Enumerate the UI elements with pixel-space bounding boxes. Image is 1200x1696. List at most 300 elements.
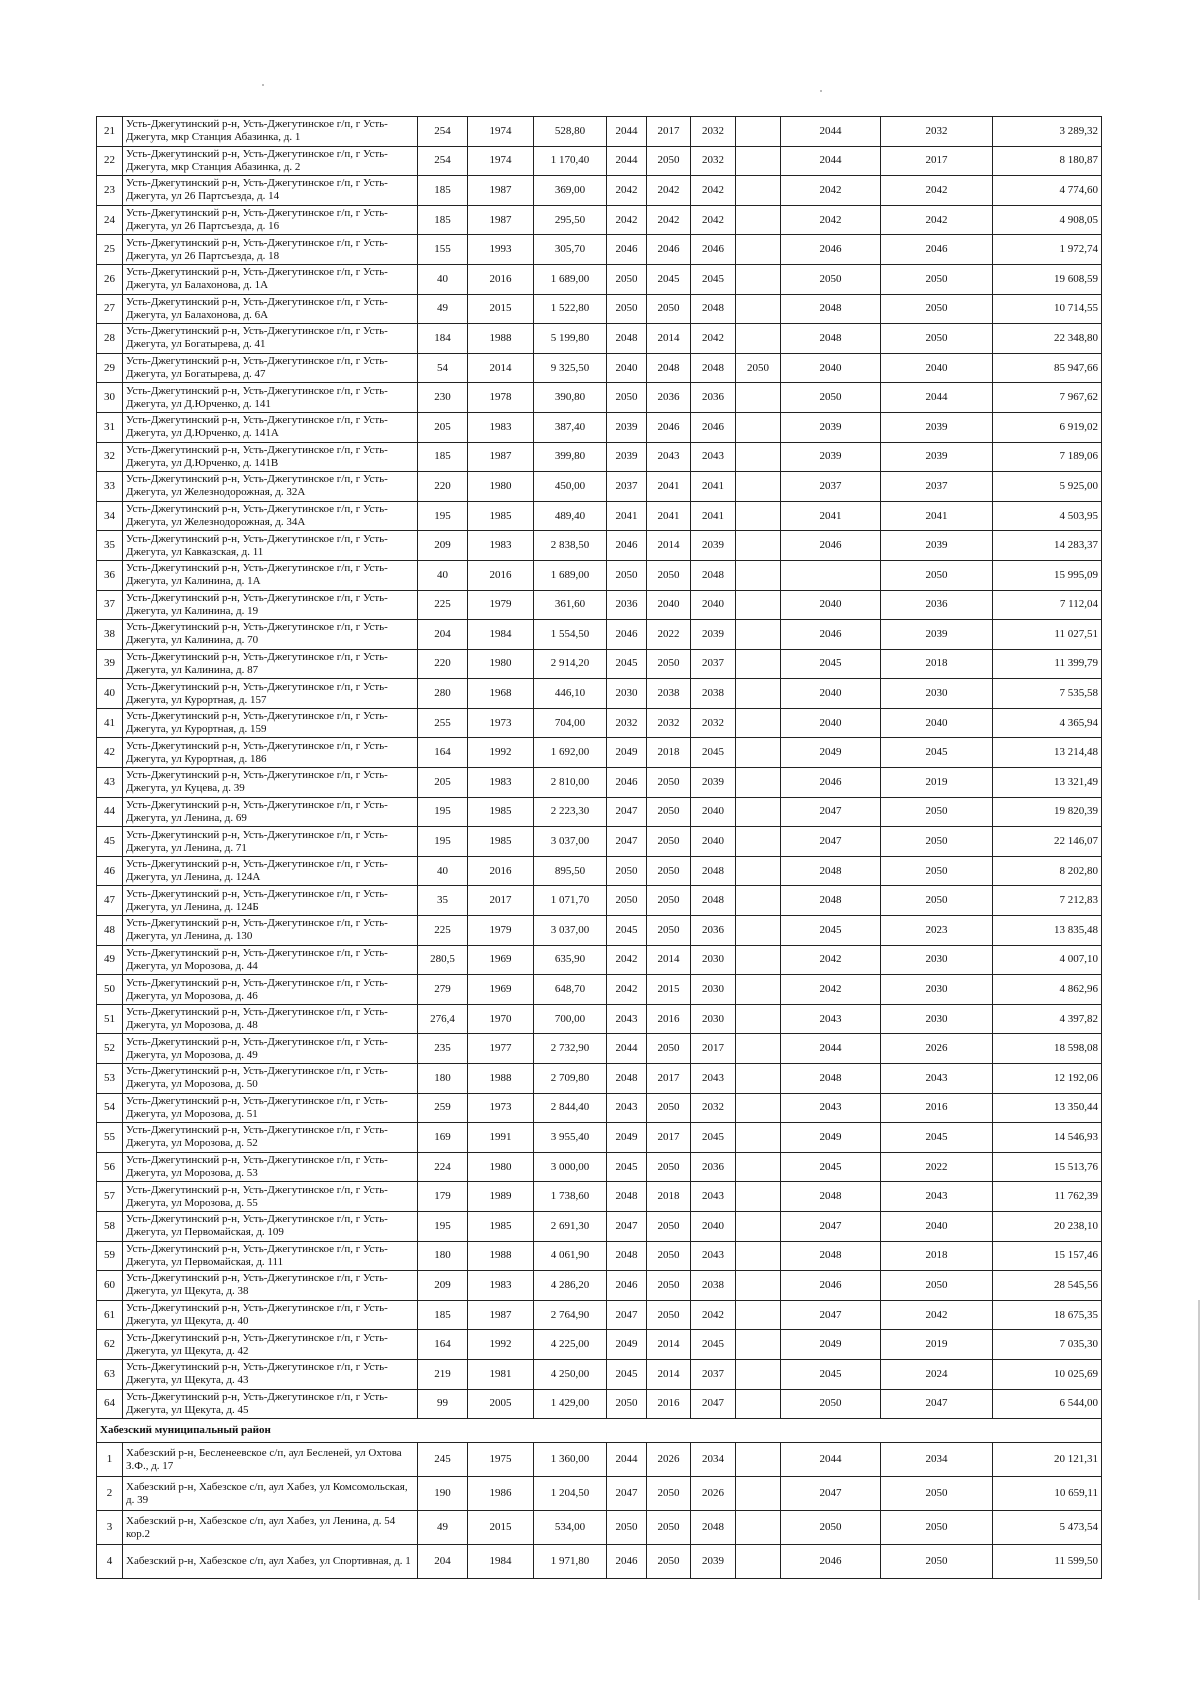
table-row bbox=[97, 531, 1102, 561]
address-cell: Усть-Джегутинский р-н, Усть-Джегутинское г/п, г Усть-Джегута, ул Ленина, д. 71 bbox=[123, 827, 418, 857]
amount-cell: 13 350,44 bbox=[993, 1093, 1102, 1123]
cell bbox=[736, 1123, 781, 1153]
address-cell: Усть-Джегутинский р-н, Усть-Джегутинское г/п, г Усть-Джегута, ул Морозова, д. 49 bbox=[123, 1034, 418, 1064]
amount-cell: 7 967,62 bbox=[993, 383, 1102, 413]
amount-cell: 20 121,31 bbox=[993, 1443, 1102, 1477]
cell: 2030 bbox=[881, 1004, 993, 1034]
cell: 40 bbox=[418, 856, 468, 886]
cell: 2026 bbox=[691, 1477, 736, 1511]
table-row bbox=[97, 412, 1102, 442]
cell: 1987 bbox=[468, 442, 534, 472]
cell: 446,10 bbox=[534, 679, 607, 709]
cell bbox=[736, 1545, 781, 1579]
cell: 2040 bbox=[691, 827, 736, 857]
row-number: 21 bbox=[97, 117, 123, 147]
cell bbox=[736, 146, 781, 176]
cell: 2040 bbox=[881, 708, 993, 738]
cell: 2040 bbox=[691, 1211, 736, 1241]
table-row bbox=[97, 768, 1102, 798]
cell: 2040 bbox=[607, 353, 647, 383]
cell: 2038 bbox=[691, 1271, 736, 1301]
amount-cell: 13 321,49 bbox=[993, 768, 1102, 798]
cell: 1974 bbox=[468, 117, 534, 147]
address-cell: Усть-Джегутинский р-н, Усть-Джегутинское г/п, г Усть-Джегута, ул Балахонова, д. 6А bbox=[123, 294, 418, 324]
table-row bbox=[97, 501, 1102, 531]
table-row bbox=[97, 1034, 1102, 1064]
cell: 2048 bbox=[691, 1511, 736, 1545]
cell: 2049 bbox=[781, 1123, 881, 1153]
cell bbox=[736, 1182, 781, 1212]
cell: 2048 bbox=[781, 886, 881, 916]
amount-cell: 28 545,56 bbox=[993, 1271, 1102, 1301]
cell bbox=[736, 827, 781, 857]
cell bbox=[736, 708, 781, 738]
cell: 2050 bbox=[881, 264, 993, 294]
amount-cell: 10 659,11 bbox=[993, 1477, 1102, 1511]
cell: 2036 bbox=[691, 1152, 736, 1182]
cell: 2050 bbox=[647, 560, 691, 590]
cell: 2048 bbox=[691, 856, 736, 886]
row-number: 64 bbox=[97, 1389, 123, 1419]
amount-cell: 13 835,48 bbox=[993, 916, 1102, 946]
row-number: 24 bbox=[97, 205, 123, 235]
cell: 2039 bbox=[881, 620, 993, 650]
cell: 2047 bbox=[607, 827, 647, 857]
row-number: 27 bbox=[97, 294, 123, 324]
cell: 1985 bbox=[468, 501, 534, 531]
cell: 2045 bbox=[781, 916, 881, 946]
cell: 489,40 bbox=[534, 501, 607, 531]
cell: 2039 bbox=[781, 412, 881, 442]
cell bbox=[736, 738, 781, 768]
row-number: 51 bbox=[97, 1004, 123, 1034]
table-row bbox=[97, 886, 1102, 916]
address-cell: Усть-Джегутинский р-н, Усть-Джегутинское г/п, г Усть-Джегута, ул Ленина, д. 130 bbox=[123, 916, 418, 946]
cell: 2050 bbox=[881, 294, 993, 324]
cell: 2050 bbox=[647, 1300, 691, 1330]
address-cell: Усть-Джегутинский р-н, Усть-Джегутинское г/п, г Усть-Джегута, ул Морозова, д. 44 bbox=[123, 945, 418, 975]
table-row bbox=[97, 1359, 1102, 1389]
cell: 9 325,50 bbox=[534, 353, 607, 383]
cell: 2050 bbox=[647, 1152, 691, 1182]
cell: 2015 bbox=[468, 294, 534, 324]
cell: 2030 bbox=[881, 975, 993, 1005]
cell bbox=[736, 1271, 781, 1301]
cell: 2047 bbox=[781, 827, 881, 857]
cell: 2042 bbox=[691, 324, 736, 354]
cell: 895,50 bbox=[534, 856, 607, 886]
cell: 2042 bbox=[781, 176, 881, 206]
cell: 2032 bbox=[691, 146, 736, 176]
cell: 2016 bbox=[647, 1004, 691, 1034]
amount-cell: 6 544,00 bbox=[993, 1389, 1102, 1419]
amount-cell: 4 503,95 bbox=[993, 501, 1102, 531]
cell: 1989 bbox=[468, 1182, 534, 1212]
cell: 2047 bbox=[607, 1211, 647, 1241]
cell: 2038 bbox=[647, 679, 691, 709]
cell: 2045 bbox=[607, 1359, 647, 1389]
cell: 219 bbox=[418, 1359, 468, 1389]
cell: 2039 bbox=[691, 620, 736, 650]
amount-cell: 7 535,58 bbox=[993, 679, 1102, 709]
address-cell: Усть-Джегутинский р-н, Усть-Джегутинское г/п, г Усть-Джегута, ул Первомайская, д. 109 bbox=[123, 1211, 418, 1241]
amount-cell: 15 157,46 bbox=[993, 1241, 1102, 1271]
cell: 2050 bbox=[647, 1093, 691, 1123]
table-row bbox=[97, 945, 1102, 975]
cell: 99 bbox=[418, 1389, 468, 1419]
cell: 2040 bbox=[781, 708, 881, 738]
row-number: 28 bbox=[97, 324, 123, 354]
cell bbox=[736, 1152, 781, 1182]
cell: 2032 bbox=[691, 1093, 736, 1123]
row-number: 36 bbox=[97, 560, 123, 590]
amount-cell: 4 908,05 bbox=[993, 205, 1102, 235]
table-row bbox=[97, 442, 1102, 472]
cell: 2042 bbox=[881, 176, 993, 206]
address-cell: Усть-Джегутинский р-н, Усть-Джегутинское г/п, г Усть-Джегута, ул Железнодорожная, д. 32А bbox=[123, 472, 418, 502]
cell: 1974 bbox=[468, 146, 534, 176]
cell bbox=[736, 590, 781, 620]
cell: 2048 bbox=[691, 886, 736, 916]
cell: 1983 bbox=[468, 768, 534, 798]
row-number: 45 bbox=[97, 827, 123, 857]
cell: 2040 bbox=[691, 797, 736, 827]
cell: 1978 bbox=[468, 383, 534, 413]
table-row bbox=[97, 1271, 1102, 1301]
amount-cell: 22 348,80 bbox=[993, 324, 1102, 354]
cell: 2040 bbox=[881, 1211, 993, 1241]
cell: 2048 bbox=[607, 1182, 647, 1212]
cell bbox=[736, 1064, 781, 1094]
cell: 2048 bbox=[691, 353, 736, 383]
cell: 5 199,80 bbox=[534, 324, 607, 354]
cell: 2017 bbox=[647, 117, 691, 147]
cell: 254 bbox=[418, 117, 468, 147]
amount-cell: 3 289,32 bbox=[993, 117, 1102, 147]
address-cell: Усть-Джегутинский р-н, Усть-Джегутинское г/п, г Усть-Джегута, ул Щекута, д. 43 bbox=[123, 1359, 418, 1389]
cell: 220 bbox=[418, 649, 468, 679]
cell: 1983 bbox=[468, 1271, 534, 1301]
cell: 2043 bbox=[607, 1093, 647, 1123]
cell: 2041 bbox=[781, 501, 881, 531]
cell: 2046 bbox=[781, 1271, 881, 1301]
table-row bbox=[97, 146, 1102, 176]
cell: 2043 bbox=[691, 1064, 736, 1094]
amount-cell: 11 599,50 bbox=[993, 1545, 1102, 1579]
address-cell: Усть-Джегутинский р-н, Усть-Джегутинское г/п, г Усть-Джегута, ул Курортная, д. 159 bbox=[123, 708, 418, 738]
cell: 2050 bbox=[647, 1271, 691, 1301]
cell: 1984 bbox=[468, 620, 534, 650]
cell: 2050 bbox=[881, 797, 993, 827]
cell: 40 bbox=[418, 264, 468, 294]
cell: 1985 bbox=[468, 797, 534, 827]
cell: 2043 bbox=[691, 442, 736, 472]
cell: 2041 bbox=[881, 501, 993, 531]
cell: 2036 bbox=[647, 383, 691, 413]
amount-cell: 14 283,37 bbox=[993, 531, 1102, 561]
cell: 2050 bbox=[607, 294, 647, 324]
table-row bbox=[97, 1152, 1102, 1182]
cell bbox=[736, 412, 781, 442]
row-number: 56 bbox=[97, 1152, 123, 1182]
cell: 2030 bbox=[691, 1004, 736, 1034]
row-number: 62 bbox=[97, 1330, 123, 1360]
cell bbox=[736, 856, 781, 886]
cell: 204 bbox=[418, 620, 468, 650]
address-cell: Усть-Джегутинский р-н, Усть-Джегутинское г/п, г Усть-Джегута, ул Морозова, д. 48 bbox=[123, 1004, 418, 1034]
table-row bbox=[97, 679, 1102, 709]
row-number: 40 bbox=[97, 679, 123, 709]
cell: 2015 bbox=[647, 975, 691, 1005]
cell: 2050 bbox=[647, 768, 691, 798]
amount-cell: 19 608,59 bbox=[993, 264, 1102, 294]
cell: 2050 bbox=[647, 1211, 691, 1241]
cell: 185 bbox=[418, 1300, 468, 1330]
cell: 1981 bbox=[468, 1359, 534, 1389]
cell: 2050 bbox=[607, 560, 647, 590]
cell: 2047 bbox=[781, 1477, 881, 1511]
cell: 2050 bbox=[647, 294, 691, 324]
cell: 1986 bbox=[468, 1477, 534, 1511]
cell: 1993 bbox=[468, 235, 534, 265]
cell: 534,00 bbox=[534, 1511, 607, 1545]
cell: 1979 bbox=[468, 590, 534, 620]
table-row bbox=[97, 294, 1102, 324]
cell bbox=[736, 679, 781, 709]
cell: 2034 bbox=[881, 1443, 993, 1477]
address-cell: Усть-Джегутинский р-н, Усть-Джегутинское г/п, г Усть-Джегута, ул Морозова, д. 53 bbox=[123, 1152, 418, 1182]
cell: 1973 bbox=[468, 708, 534, 738]
amount-cell: 85 947,66 bbox=[993, 353, 1102, 383]
address-cell: Усть-Джегутинский р-н, Усть-Джегутинское г/п, г Усть-Джегута, ул Курортная, д. 186 bbox=[123, 738, 418, 768]
cell bbox=[736, 1093, 781, 1123]
amount-cell: 5 925,00 bbox=[993, 472, 1102, 502]
cell: 2040 bbox=[647, 590, 691, 620]
cell: 1975 bbox=[468, 1443, 534, 1477]
address-cell: Усть-Джегутинский р-н, Усть-Джегутинское г/п, г Усть-Джегута, ул Морозова, д. 51 bbox=[123, 1093, 418, 1123]
cell: 2046 bbox=[781, 768, 881, 798]
cell: 2048 bbox=[781, 1064, 881, 1094]
cell: 1985 bbox=[468, 827, 534, 857]
cell: 2043 bbox=[607, 1004, 647, 1034]
cell: 2 810,00 bbox=[534, 768, 607, 798]
cell: 2049 bbox=[607, 738, 647, 768]
row-number: 47 bbox=[97, 886, 123, 916]
cell: 2019 bbox=[881, 1330, 993, 1360]
cell bbox=[736, 117, 781, 147]
cell: 361,60 bbox=[534, 590, 607, 620]
cell: 1987 bbox=[468, 176, 534, 206]
row-number: 57 bbox=[97, 1182, 123, 1212]
address-cell: Усть-Джегутинский р-н, Усть-Джегутинское г/п, г Усть-Джегута, ул Ленина, д. 69 bbox=[123, 797, 418, 827]
cell: 209 bbox=[418, 531, 468, 561]
cell: 2046 bbox=[781, 235, 881, 265]
cell: 224 bbox=[418, 1152, 468, 1182]
scan-speck bbox=[820, 90, 822, 92]
amount-cell: 15 995,09 bbox=[993, 560, 1102, 590]
cell: 2049 bbox=[607, 1123, 647, 1153]
cell: 2014 bbox=[647, 531, 691, 561]
amount-cell: 4 397,82 bbox=[993, 1004, 1102, 1034]
cell: 1988 bbox=[468, 324, 534, 354]
cell: 2047 bbox=[781, 1300, 881, 1330]
address-cell: Усть-Джегутинский р-н, Усть-Джегутинское г/п, г Усть-Джегута, ул Щекута, д. 38 bbox=[123, 1271, 418, 1301]
cell bbox=[736, 945, 781, 975]
cell: 450,00 bbox=[534, 472, 607, 502]
cell: 2026 bbox=[647, 1443, 691, 1477]
cell: 245 bbox=[418, 1443, 468, 1477]
cell bbox=[736, 1477, 781, 1511]
cell: 700,00 bbox=[534, 1004, 607, 1034]
cell: 1 689,00 bbox=[534, 560, 607, 590]
cell: 280 bbox=[418, 679, 468, 709]
cell: 2 764,90 bbox=[534, 1300, 607, 1330]
table-row bbox=[97, 1004, 1102, 1034]
cell: 1969 bbox=[468, 975, 534, 1005]
cell bbox=[736, 205, 781, 235]
cell bbox=[736, 886, 781, 916]
cell: 2042 bbox=[781, 975, 881, 1005]
cell: 2016 bbox=[881, 1093, 993, 1123]
cell: 2045 bbox=[691, 1330, 736, 1360]
row-number: 38 bbox=[97, 620, 123, 650]
cell: 648,70 bbox=[534, 975, 607, 1005]
cell: 305,70 bbox=[534, 235, 607, 265]
cell: 390,80 bbox=[534, 383, 607, 413]
cell: 220 bbox=[418, 472, 468, 502]
cell: 2039 bbox=[607, 412, 647, 442]
address-cell: Усть-Джегутинский р-н, Усть-Джегутинское г/п, г Усть-Джегута, ул Морозова, д. 52 bbox=[123, 1123, 418, 1153]
cell: 2032 bbox=[691, 708, 736, 738]
cell: 2050 bbox=[607, 383, 647, 413]
amount-cell: 4 007,10 bbox=[993, 945, 1102, 975]
cell: 704,00 bbox=[534, 708, 607, 738]
amount-cell: 13 214,48 bbox=[993, 738, 1102, 768]
address-cell: Хабезский р-н, Бесленеевское с/п, аул Бесленей, ул Охтова З.Ф., д. 17 bbox=[123, 1443, 418, 1477]
cell: 2042 bbox=[881, 1300, 993, 1330]
row-number: 3 bbox=[97, 1511, 123, 1545]
address-cell: Усть-Джегутинский р-н, Усть-Джегутинское г/п, г Усть-Джегута, ул Д.Юрченко, д. 141А bbox=[123, 412, 418, 442]
amount-cell: 7 035,30 bbox=[993, 1330, 1102, 1360]
row-number: 50 bbox=[97, 975, 123, 1005]
row-number: 30 bbox=[97, 383, 123, 413]
cell: 2050 bbox=[647, 1545, 691, 1579]
row-number: 59 bbox=[97, 1241, 123, 1271]
cell: 4 061,90 bbox=[534, 1241, 607, 1271]
cell: 2030 bbox=[881, 945, 993, 975]
cell: 195 bbox=[418, 827, 468, 857]
cell: 1980 bbox=[468, 472, 534, 502]
cell: 164 bbox=[418, 738, 468, 768]
cell: 2045 bbox=[781, 1152, 881, 1182]
table-row bbox=[97, 383, 1102, 413]
cell: 1988 bbox=[468, 1064, 534, 1094]
cell: 2050 bbox=[781, 383, 881, 413]
cell: 2 691,30 bbox=[534, 1211, 607, 1241]
row-number: 55 bbox=[97, 1123, 123, 1153]
row-number: 35 bbox=[97, 531, 123, 561]
cell: 635,90 bbox=[534, 945, 607, 975]
table-row bbox=[97, 235, 1102, 265]
cell: 2042 bbox=[781, 945, 881, 975]
cell bbox=[736, 620, 781, 650]
table-row bbox=[97, 620, 1102, 650]
cell: 1977 bbox=[468, 1034, 534, 1064]
cell: 2034 bbox=[691, 1443, 736, 1477]
cell: 2045 bbox=[881, 1123, 993, 1153]
address-cell: Хабезский р-н, Хабезское с/п, аул Хабез, ул Ленина, д. 54 кор.2 bbox=[123, 1511, 418, 1545]
cell: 2018 bbox=[647, 738, 691, 768]
cell: 2048 bbox=[607, 1241, 647, 1271]
cell: 2050 bbox=[781, 1389, 881, 1419]
cell: 2046 bbox=[607, 1545, 647, 1579]
cell: 2036 bbox=[607, 590, 647, 620]
cell bbox=[736, 324, 781, 354]
cell: 2047 bbox=[881, 1389, 993, 1419]
cell: 2037 bbox=[691, 1359, 736, 1389]
cell: 2040 bbox=[781, 353, 881, 383]
cell: 2042 bbox=[691, 205, 736, 235]
cell: 205 bbox=[418, 768, 468, 798]
cell: 205 bbox=[418, 412, 468, 442]
cell: 2 732,90 bbox=[534, 1034, 607, 1064]
cell: 2046 bbox=[881, 235, 993, 265]
cell: 1973 bbox=[468, 1093, 534, 1123]
cell: 2046 bbox=[781, 531, 881, 561]
cell: 54 bbox=[418, 353, 468, 383]
cell: 255 bbox=[418, 708, 468, 738]
cell: 2016 bbox=[468, 264, 534, 294]
table-row bbox=[97, 1511, 1102, 1545]
cell: 2044 bbox=[781, 146, 881, 176]
cell: 2050 bbox=[881, 1271, 993, 1301]
cell: 2043 bbox=[781, 1004, 881, 1034]
scan-speck bbox=[262, 84, 264, 86]
table-row bbox=[97, 472, 1102, 502]
cell: 2050 bbox=[647, 146, 691, 176]
cell: 190 bbox=[418, 1477, 468, 1511]
row-number: 31 bbox=[97, 412, 123, 442]
cell: 195 bbox=[418, 501, 468, 531]
cell: 2050 bbox=[607, 886, 647, 916]
cell: 2050 bbox=[781, 1511, 881, 1545]
cell bbox=[736, 1330, 781, 1360]
cell: 2044 bbox=[781, 1034, 881, 1064]
row-number: 49 bbox=[97, 945, 123, 975]
cell: 2045 bbox=[691, 738, 736, 768]
table-row bbox=[97, 827, 1102, 857]
cell: 2014 bbox=[647, 1330, 691, 1360]
row-number: 52 bbox=[97, 1034, 123, 1064]
cell: 2048 bbox=[781, 294, 881, 324]
cell: 2014 bbox=[647, 1359, 691, 1389]
table-row bbox=[97, 738, 1102, 768]
cell: 2050 bbox=[881, 886, 993, 916]
cell bbox=[736, 1211, 781, 1241]
cell: 2017 bbox=[647, 1064, 691, 1094]
cell: 2050 bbox=[881, 856, 993, 886]
table-row bbox=[97, 560, 1102, 590]
cell: 49 bbox=[418, 294, 468, 324]
row-number: 43 bbox=[97, 768, 123, 798]
table-section bbox=[97, 1419, 1102, 1443]
address-cell: Усть-Джегутинский р-н, Усть-Джегутинское г/п, г Усть-Джегута, ул 26 Партсъезда, д. 16 bbox=[123, 205, 418, 235]
cell: 276,4 bbox=[418, 1004, 468, 1034]
cell bbox=[736, 649, 781, 679]
cell: 2042 bbox=[607, 945, 647, 975]
cell: 1983 bbox=[468, 531, 534, 561]
cell: 1987 bbox=[468, 205, 534, 235]
